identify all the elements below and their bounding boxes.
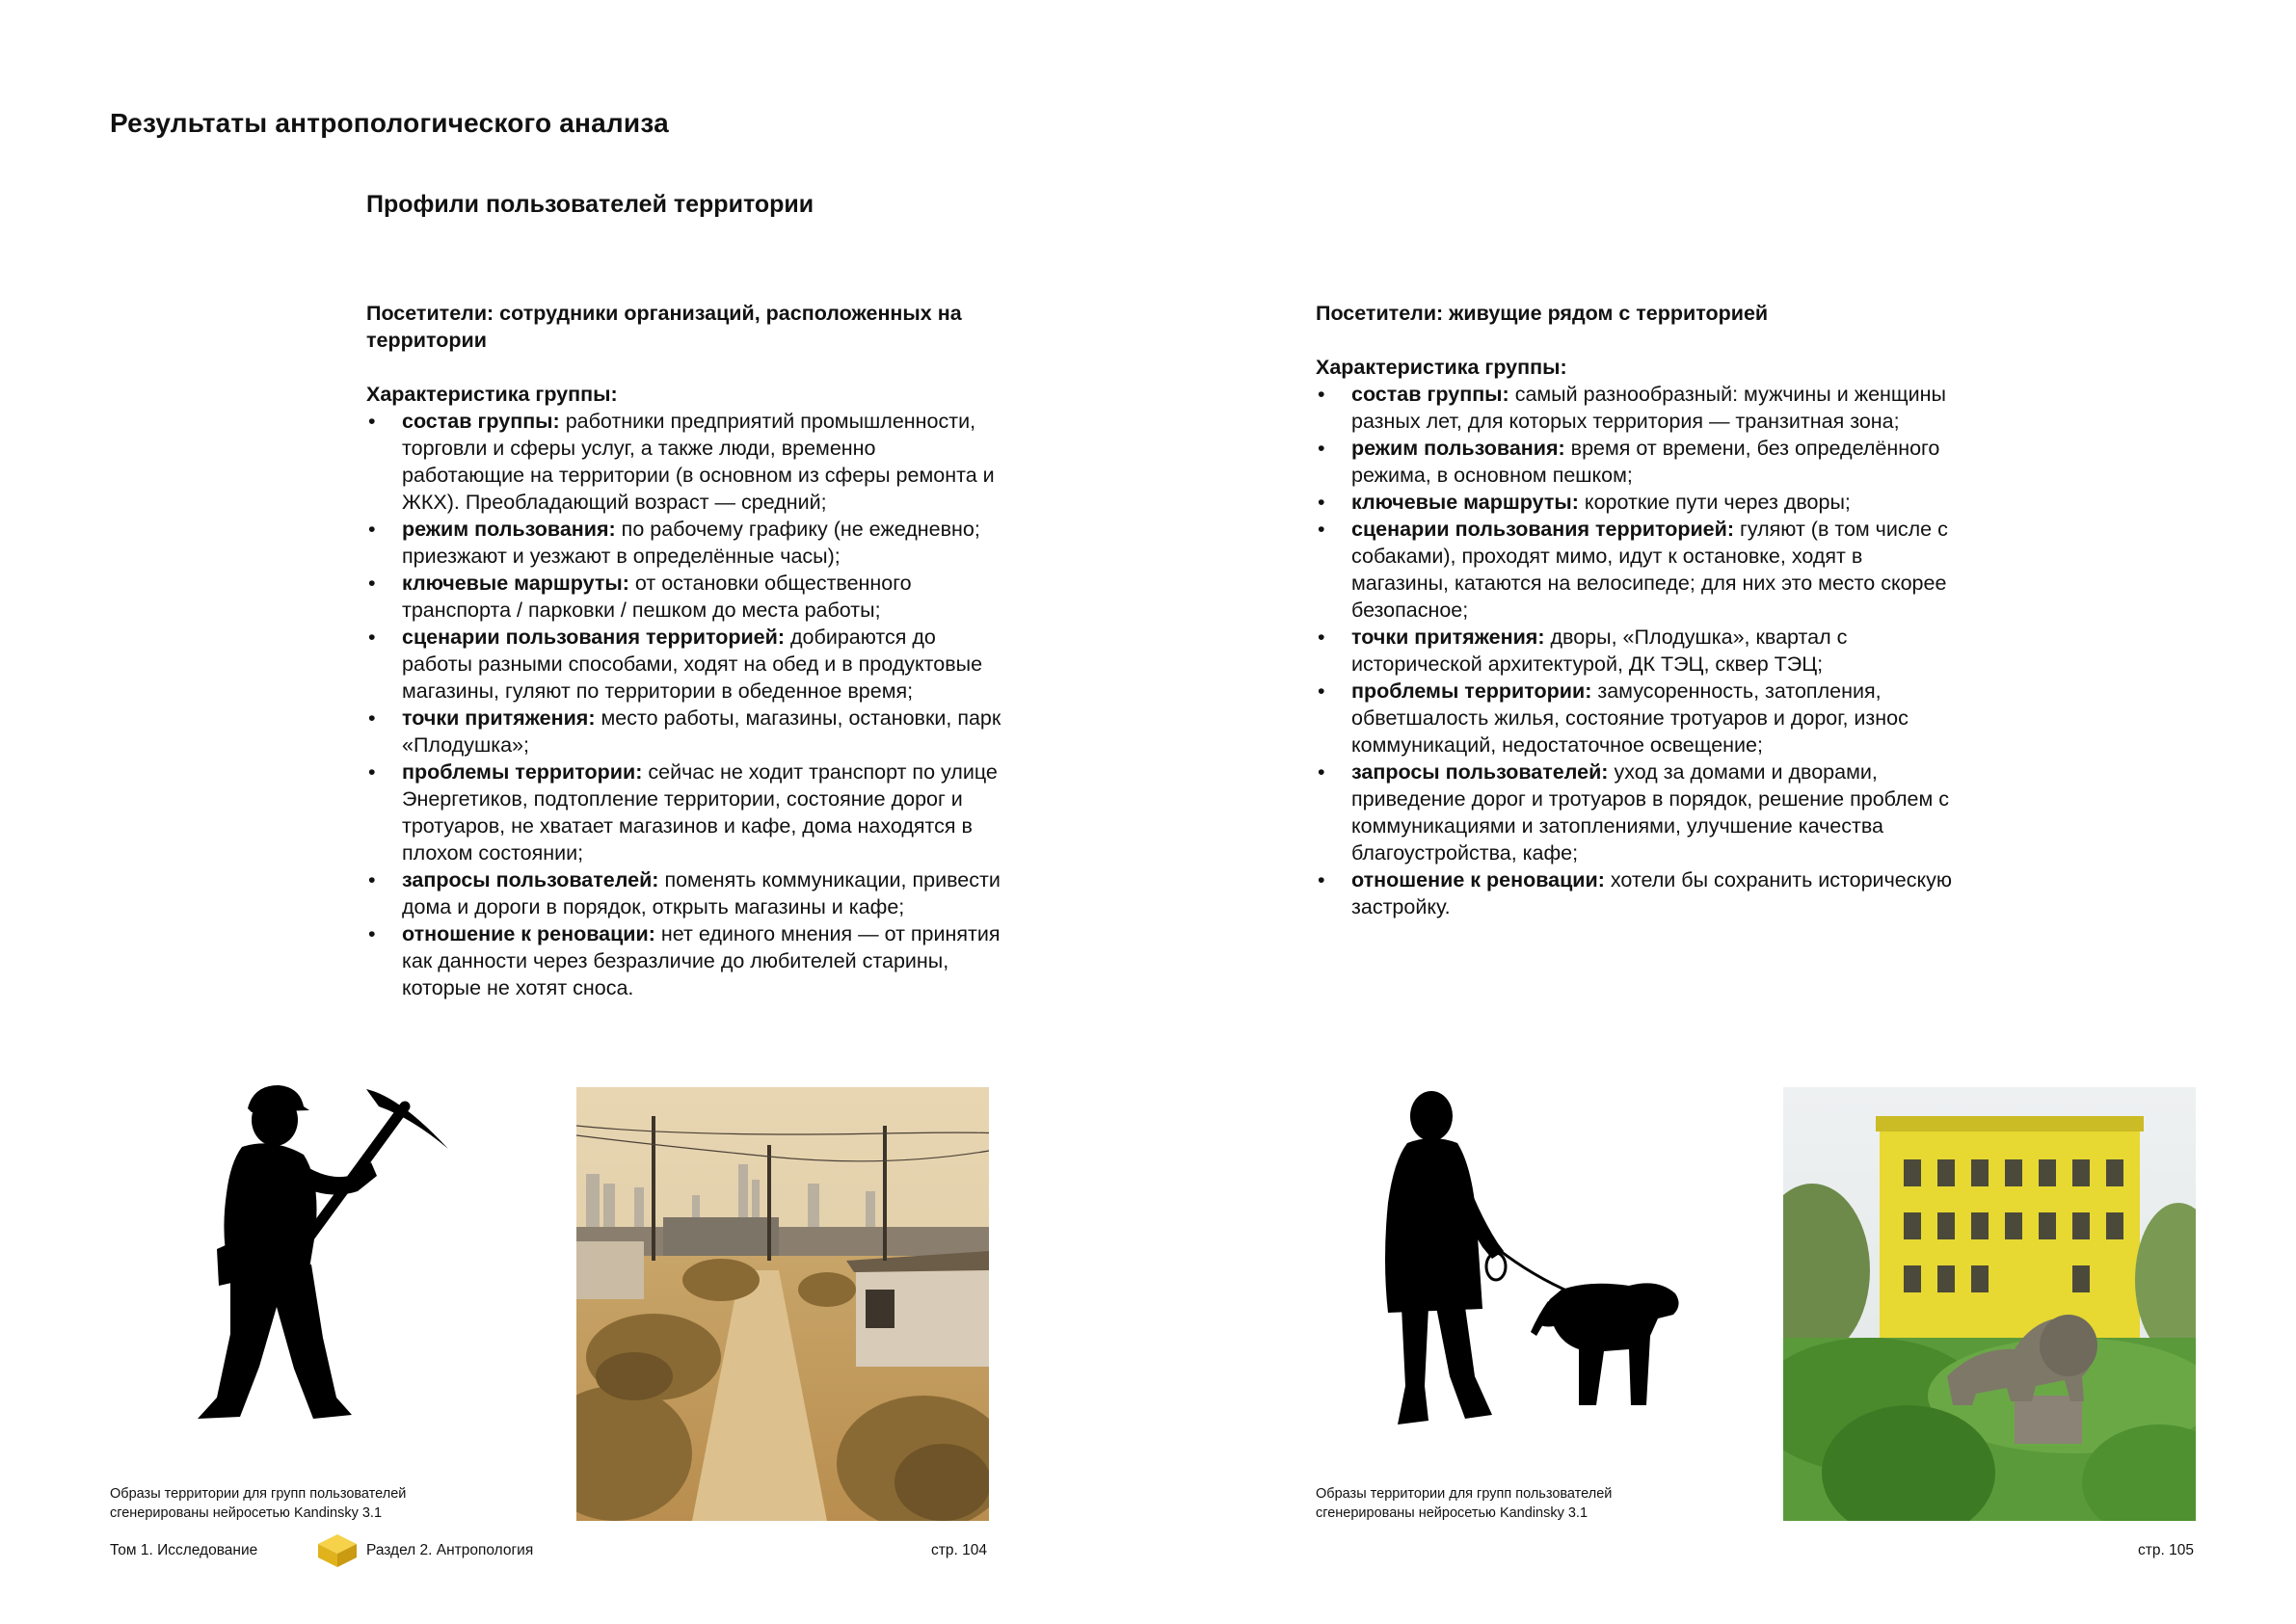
page-heading: Результаты антропологического анализа bbox=[110, 108, 669, 138]
list-item: • запросы пользователей: поменять коммуникации, привести дома и дороги в порядок, открыть магазины и кафе; bbox=[368, 868, 1001, 918]
right-group-list bbox=[1316, 381, 1952, 920]
left-group-column bbox=[366, 300, 1002, 1001]
image-caption-right: Образы территории для групп пользователей сгенерированы нейросетью Kandinsky 3.1 bbox=[1316, 1486, 1613, 1521]
right-group-column bbox=[1316, 300, 1952, 920]
footer-page-left: стр. 104 bbox=[931, 1542, 987, 1558]
list-item: • режим пользования: время от времени, без определённого режима, в основном пешком; bbox=[1318, 437, 1940, 487]
list-item: • точки притяжения: дворы, «Плодушка», квартал с исторической архитектурой, ДК ТЭЦ, сквер ТЭЦ; bbox=[1318, 626, 1848, 676]
right-group-char-label: Характеристика группы: bbox=[1316, 356, 1567, 379]
footer-volume: Том 1. Исследование bbox=[110, 1542, 258, 1558]
section-subheading: Профили пользователей территории bbox=[366, 191, 814, 218]
list-item: • состав группы: самый разнообразный: мужчины и женщины разных лет, для которых территория — транзитная зона; bbox=[1318, 383, 1946, 433]
list-item: • проблемы территории: замусоренность, затопления, обветшалость жилья, состояние тротуаров и дорог, износ коммуникаций, недостаточное освещение; bbox=[1318, 679, 1909, 757]
woman-walking-dog-silhouette bbox=[1369, 1087, 1687, 1444]
list-item: • сценарии пользования территорией: гуляют (в том числе с собаками), проходят мимо, идут к остановке, ходят в магазины, катаются на велосипеде; для них это место скорее безопасное; bbox=[1318, 518, 1948, 622]
worker-with-pickaxe-silhouette bbox=[159, 1079, 467, 1446]
list-item: • состав группы: работники предприятий промышленности, торговли и сферы услуг, а также люди, временно работающие на территории (в основном из сферы ремонта и ЖКХ). Преобладающий возраст — средний; bbox=[368, 410, 995, 514]
yellow-building-lion-statue-photo bbox=[1783, 1087, 2196, 1521]
left-group-char-label: Характеристика группы: bbox=[366, 383, 618, 406]
list-item: • режим пользования: по рабочему графику (не ежедневно; приезжают и уезжают в определённые часы); bbox=[368, 518, 980, 568]
right-group-title: Посетители: живущие рядом с территорией bbox=[1316, 302, 1769, 325]
list-item: • точки притяжения: место работы, магазины, остановки, парк «Плодушка»; bbox=[368, 706, 1001, 757]
left-group-title: Посетители: сотрудники организаций, расположенных на территории bbox=[366, 302, 962, 352]
section-cube-icon bbox=[316, 1532, 359, 1569]
list-item: • отношение к реновации: хотели бы сохранить историческую застройку. bbox=[1318, 868, 1953, 918]
list-item: • сценарии пользования территорией: добираются до работы разными способами, ходят на обед и в продуктовые магазины, гуляют по территории в обеденное время; bbox=[368, 626, 983, 703]
footer-page-right: стр. 105 bbox=[2138, 1542, 2194, 1558]
left-group-list bbox=[366, 408, 1002, 1001]
list-item: • отношение к реновации: нет единого мнения — от принятия как данности через безразличие до любителей старины, которые не хотят сноса. bbox=[368, 922, 1001, 999]
image-caption-left: Образы территории для групп пользователей сгенерированы нейросетью Kandinsky 3.1 bbox=[110, 1486, 407, 1521]
footer-section: Раздел 2. Антропология bbox=[366, 1542, 534, 1558]
list-item: • ключевые маршруты: короткие пути через дворы; bbox=[1318, 491, 1851, 514]
abandoned-industrial-road-photo bbox=[576, 1087, 989, 1521]
list-item: • проблемы территории: сейчас не ходит транспорт по улице Энергетиков, подтопление территории, состояние дорог и тротуаров, не хватает магазинов и кафе, дома находятся в плохом состоянии; bbox=[368, 760, 998, 865]
list-item: • запросы пользователей: уход за домами и дворами, приведение дорог и тротуаров в порядок, решение проблем с коммуникациями и затоплениями, улучшение качества благоустройства, кафе; bbox=[1318, 760, 1950, 865]
list-item: • ключевые маршруты: от остановки общественного транспорта / парковки / пешком до места работы; bbox=[368, 572, 912, 622]
